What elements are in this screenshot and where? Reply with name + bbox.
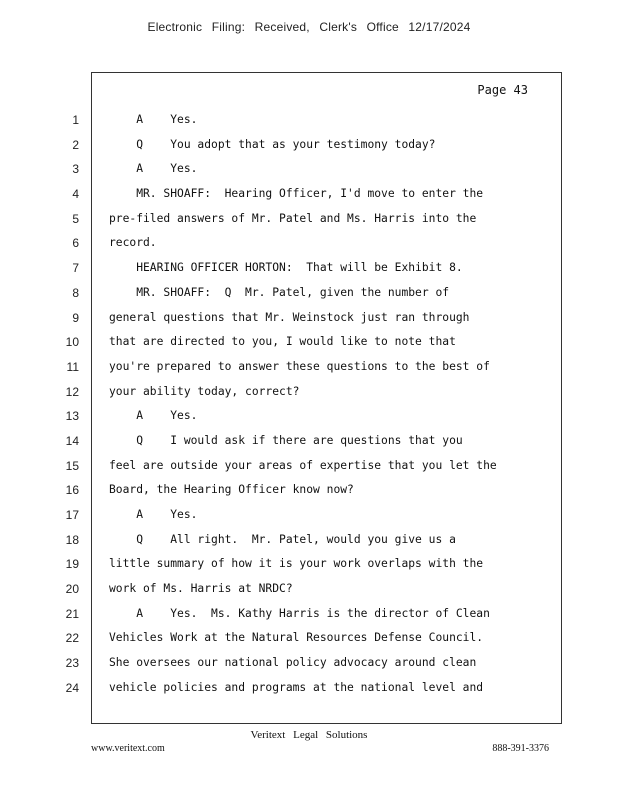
transcript-line: MR. SHOAFF: Hearing Officer, I'd move to enter the xyxy=(109,187,484,201)
transcript-line: Q I would ask if there are questions that you xyxy=(109,433,463,447)
line-number: 20 xyxy=(65,582,79,597)
transcript-line: A Yes. xyxy=(109,162,198,176)
line-number: 22 xyxy=(65,631,79,646)
transcript-line: vehicle policies and programs at the national level and xyxy=(109,680,484,694)
line-number: 14 xyxy=(65,433,79,448)
transcript-line: record. xyxy=(109,236,157,250)
line-number: 8 xyxy=(72,285,79,300)
filing-stamp-header: Electronic Filing: Received, Clerk's Office 12/17/2024 xyxy=(147,20,471,34)
line-number: 12 xyxy=(65,384,79,399)
transcript-line: Q You adopt that as your testimony today? xyxy=(109,137,436,151)
transcript-line: that are directed to you, I would like to note that xyxy=(109,335,456,349)
transcript-line: pre-filed answers of Mr. Patel and Ms. Harris into the xyxy=(109,211,477,225)
line-number: 6 xyxy=(72,236,79,251)
line-number: 4 xyxy=(72,187,79,202)
line-number: 15 xyxy=(65,458,79,473)
transcript-line: Q All right. Mr. Patel, would you give us a xyxy=(109,532,456,546)
footer-company: Veritext Legal Solutions xyxy=(250,729,368,741)
footer-phone: 888-391-3376 xyxy=(492,743,549,754)
line-number: 3 xyxy=(72,162,79,177)
line-number: 13 xyxy=(65,409,79,424)
transcript-line: little summary of how it is your work overlaps with the xyxy=(109,557,484,571)
line-number: 7 xyxy=(72,261,79,276)
transcript-line: HEARING OFFICER HORTON: That will be Exhibit 8. xyxy=(109,261,463,275)
line-number-column xyxy=(0,108,85,701)
transcript-line: you're prepared to answer these questions to the best of xyxy=(109,359,490,373)
transcript-line: Vehicles Work at the Natural Resources Defense Council. xyxy=(109,631,484,645)
line-number: 11 xyxy=(66,359,79,374)
transcript-line: A Yes. xyxy=(109,409,198,423)
transcript-line: She oversees our national policy advocacy around clean xyxy=(109,656,477,670)
transcript-line: A Yes. xyxy=(109,508,198,521)
line-number: 10 xyxy=(65,335,79,350)
transcript-line: A Yes. xyxy=(109,113,198,126)
line-number: 19 xyxy=(65,557,79,572)
transcript-line: MR. SHOAFF: Q Mr. Patel, given the number of xyxy=(109,285,450,299)
line-number: 9 xyxy=(72,310,79,325)
line-number: 1 xyxy=(72,113,79,127)
line-number: 18 xyxy=(65,532,79,547)
line-number: 16 xyxy=(65,483,79,498)
line-number: 2 xyxy=(72,137,79,152)
transcript-line: work of Ms. Harris at NRDC? xyxy=(109,582,293,596)
transcript-text xyxy=(109,108,549,701)
line-number: 17 xyxy=(65,508,79,522)
transcript-line: feel are outside your areas of expertise that you let the xyxy=(109,458,497,472)
line-number: 24 xyxy=(65,680,79,695)
transcript-line: Board, the Hearing Officer know now? xyxy=(109,483,354,497)
transcript-line: general questions that Mr. Weinstock just ran through xyxy=(109,310,470,324)
page-number-label: Page 43 xyxy=(477,83,528,97)
line-number: 21 xyxy=(65,606,79,621)
footer-website: www.veritext.com xyxy=(91,743,165,754)
line-number: 5 xyxy=(72,211,79,226)
line-number: 23 xyxy=(65,656,79,671)
transcript-line: A Yes. Ms. Kathy Harris is the director of Clean xyxy=(109,606,490,620)
transcript-line: your ability today, correct? xyxy=(109,384,300,398)
